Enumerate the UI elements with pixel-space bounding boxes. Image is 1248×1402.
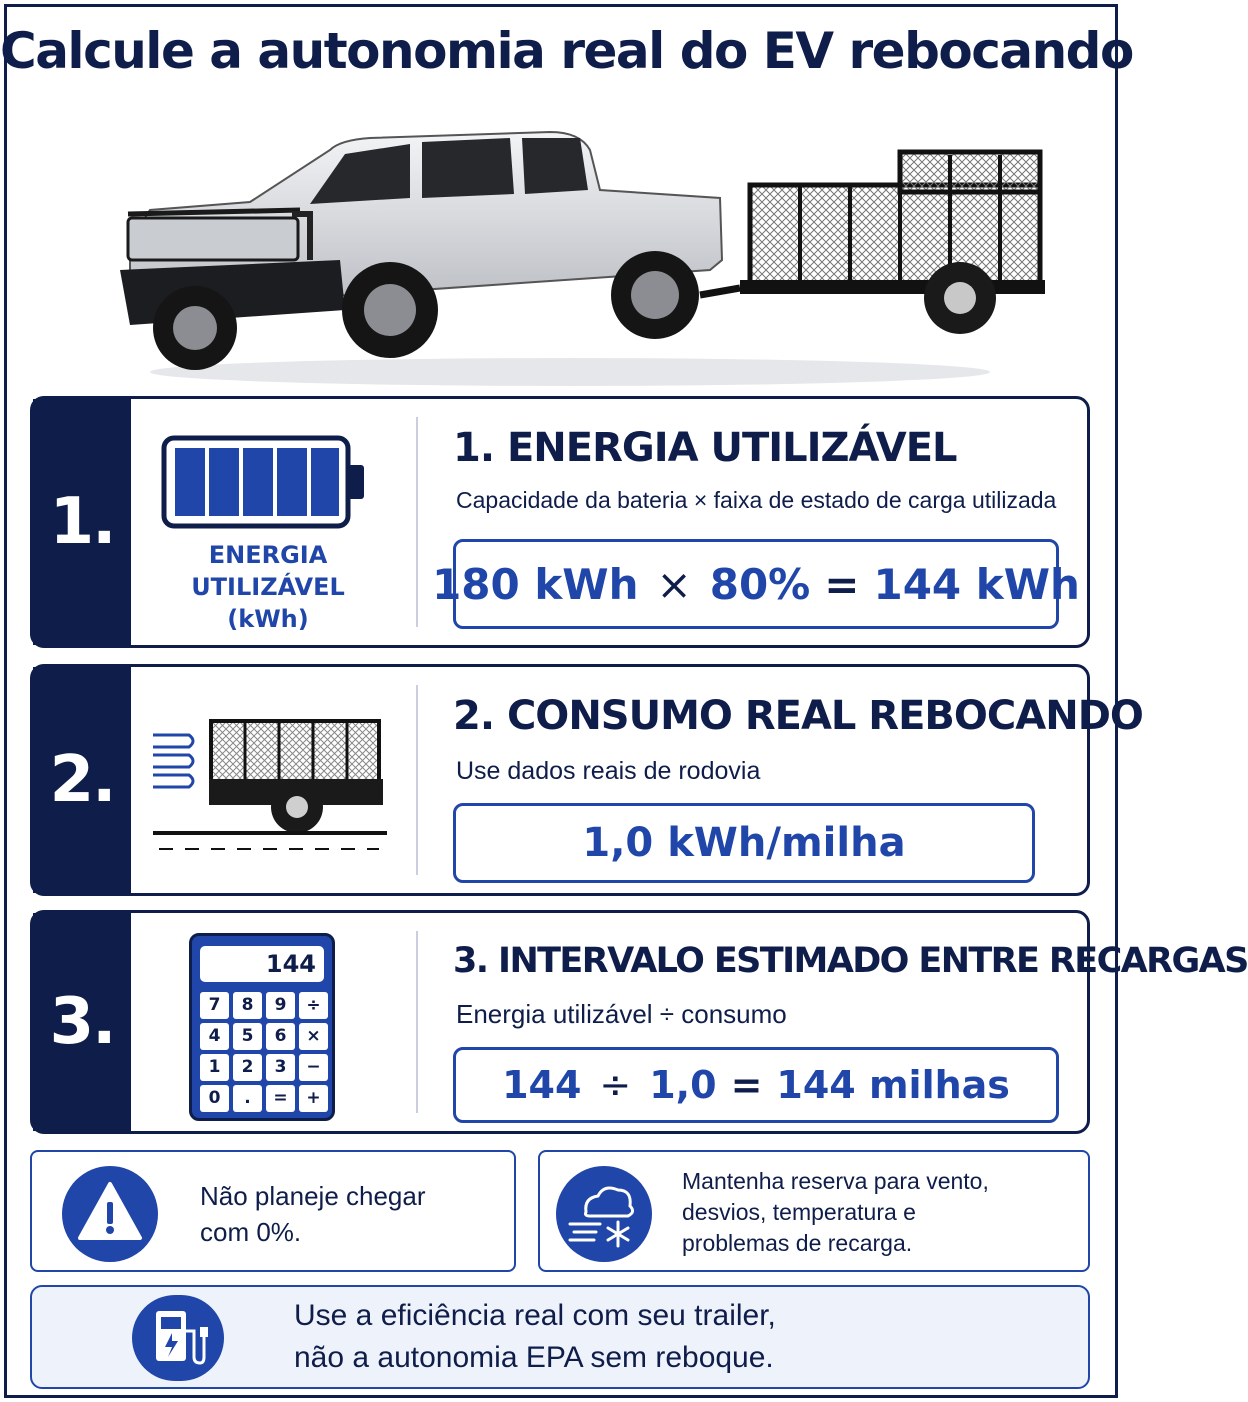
step-1-formula <box>432 539 1080 629</box>
formula-value: 180 kWh <box>432 559 639 609</box>
calculator-key: 4 <box>200 1023 229 1050</box>
step-1-heading: 1. ENERGIA UTILIZÁVEL <box>453 425 957 471</box>
calculator-icon <box>189 933 335 1121</box>
page-title: Calcule a autonomia real do EV rebocando <box>0 22 1133 80</box>
trailer-icon <box>149 715 399 855</box>
calculator-key: − <box>299 1054 328 1081</box>
formula-value: 1,0 <box>649 1063 717 1107</box>
note-line: desvios, temperatura e <box>682 1199 916 1225</box>
calculator-key: 6 <box>266 1023 295 1050</box>
battery-label <box>163 539 373 635</box>
note-line: com 0%. <box>200 1217 302 1247</box>
footer-line: Use a eficiência real com seu trailer, <box>294 1299 776 1332</box>
truck-trailer-illustration <box>110 110 1060 390</box>
step-3-heading: 3. INTERVALO ESTIMADO ENTRE RECARGAS <box>453 941 1248 981</box>
reserve-note <box>538 1150 1090 1272</box>
battery-label-line: UTILIZÁVEL <box>191 573 345 601</box>
step-1-subtitle: Capacidade da bateria × faixa de estado de carga utilizada <box>456 487 1057 513</box>
charging-station-icon <box>132 1295 224 1381</box>
formula-value: 80% <box>709 559 811 609</box>
footer-text <box>294 1295 776 1379</box>
calculator-key: × <box>299 1023 328 1050</box>
divider <box>416 685 418 875</box>
warning-note <box>30 1150 516 1272</box>
note-line: Mantenha reserva para vento, <box>682 1168 989 1194</box>
calculator-key: . <box>233 1085 262 1112</box>
step-3-number: 3. <box>33 913 131 1131</box>
footer-tip <box>30 1285 1090 1389</box>
warning-icon <box>62 1166 158 1262</box>
step-2-formula <box>453 803 1035 883</box>
step-1-number: 1. <box>33 399 131 645</box>
pickup-truck <box>120 132 722 370</box>
step-3-formula <box>453 1047 1059 1123</box>
formula-result: 1,0 kWh/milha <box>582 820 906 866</box>
calculator-key: 1 <box>200 1054 229 1081</box>
equals-operator: = <box>824 559 860 609</box>
warning-text <box>200 1178 426 1250</box>
battery-icon <box>161 435 371 531</box>
calculator-key: 8 <box>233 992 262 1019</box>
calculator-key: 0 <box>200 1085 229 1112</box>
calculator-key: 5 <box>233 1023 262 1050</box>
calculator-key: 7 <box>200 992 229 1019</box>
battery-label-line: (kWh) <box>227 605 309 633</box>
divider <box>416 931 418 1113</box>
step-1-card <box>30 396 1090 648</box>
calculator-key: 2 <box>233 1054 262 1081</box>
formula-value: 144 <box>502 1063 582 1107</box>
footer-line: não a autonomia EPA sem reboque. <box>294 1341 774 1374</box>
battery-label-line: ENERGIA <box>208 541 328 569</box>
formula-result: 144 milhas <box>776 1063 1010 1107</box>
note-line: problemas de recarga. <box>682 1230 913 1256</box>
calculator-key: = <box>266 1085 295 1112</box>
step-3-card <box>30 910 1248 1134</box>
step-2-number: 2. <box>33 667 131 893</box>
equals-operator: = <box>730 1063 763 1107</box>
step-2-subtitle: Use dados reais de rodovia <box>456 757 761 785</box>
weather-icon <box>556 1166 652 1262</box>
formula-result: 144 kWh <box>873 559 1080 609</box>
calculator-key: 3 <box>266 1054 295 1081</box>
calculator-key: 9 <box>266 992 295 1019</box>
reserve-text <box>682 1166 989 1259</box>
calculator-key: + <box>299 1085 328 1112</box>
divider <box>416 417 418 627</box>
calculator-display: 144 <box>200 946 324 982</box>
note-line: Não planeje chegar <box>200 1181 426 1211</box>
step-2-heading: 2. CONSUMO REAL REBOCANDO <box>453 693 1143 739</box>
multiply-operator: × <box>656 559 692 609</box>
trailer <box>700 152 1045 334</box>
calculator-keypad <box>200 992 328 1112</box>
step-2-card <box>30 664 1143 896</box>
calculator-key: ÷ <box>299 992 328 1019</box>
divide-operator: ÷ <box>599 1063 632 1107</box>
step-3-subtitle: Energia utilizável ÷ consumo <box>456 999 787 1029</box>
